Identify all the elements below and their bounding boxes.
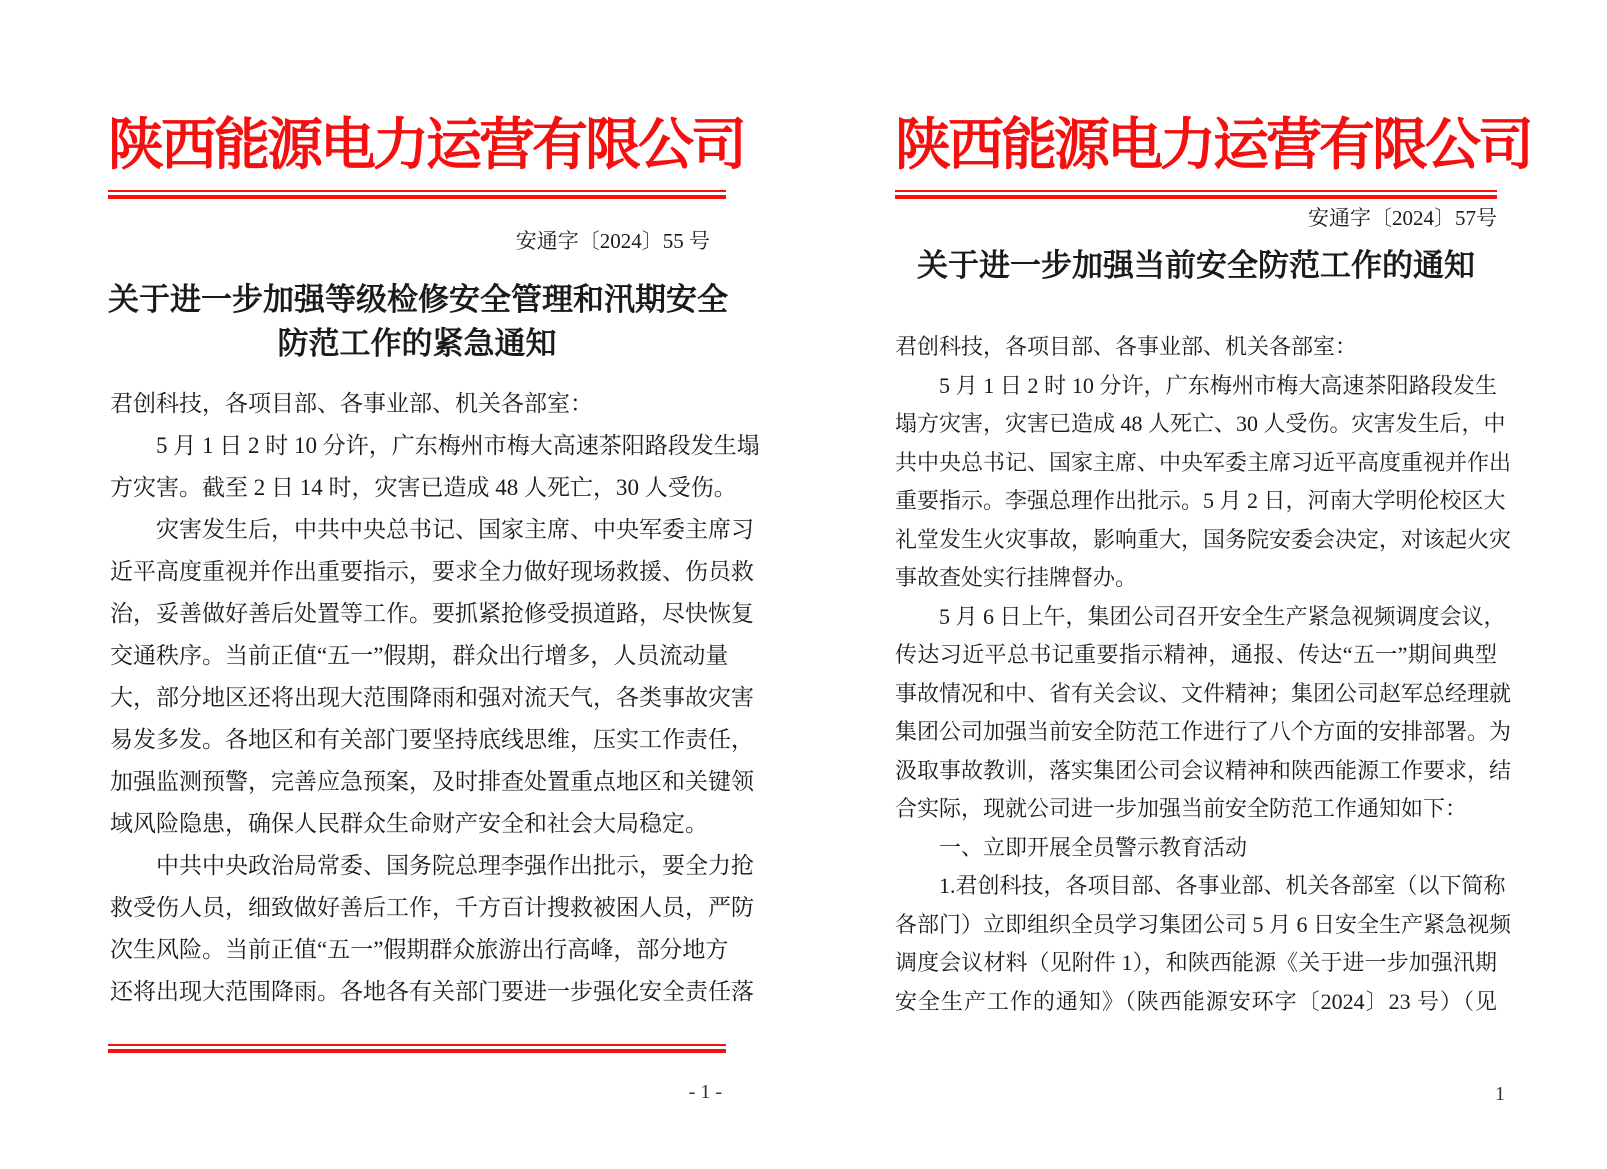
title-line: 关于进一步加强当前安全防范工作的通知 [917, 248, 1475, 283]
body-line: 近平高度重视并作出重要指示，要求全力做好现场救援、伤员救 [110, 559, 754, 584]
body-line: 事故查处实行挂牌督办。 [895, 565, 1138, 590]
body-line: 调度会议材料（见附件 1），和陕西能源《关于进一步加强汛期 [895, 950, 1497, 975]
company-name-header: 陕西能源电力运营有限公司 [895, 115, 1531, 177]
page-number: - 1 - [688, 1081, 722, 1103]
body-line: 事故情况和中、省有关会议、文件精神；集团公司赵军总经理就 [895, 680, 1512, 706]
body-line: 治，妥善做好善后处置等工作。要抓紧抢修受损道路，尽快恢复 [110, 601, 754, 626]
body-line: 塌方灾害，灾害已造成 48 人死亡、30 人受伤。灾害发生后，中 [895, 411, 1506, 436]
body-line: 传达习近平总书记重要指示精神，通报、传达“五一”期间典型 [895, 642, 1497, 667]
red-header-rule [108, 190, 726, 199]
document-number: 安通字〔2024〕57号 [1308, 206, 1497, 230]
title-line: 关于进一步加强等级检修安全管理和汛期安全 [108, 282, 728, 317]
body-line: 还将出现大范围降雨。各地各有关部门要进一步强化安全责任落 [110, 979, 754, 1004]
document-page-right [895, 0, 1531, 1169]
document-body [110, 383, 760, 1013]
body-line: 救受伤人员，细致做好善后工作，千方百计搜救被困人员，严防 [110, 895, 754, 920]
body-line: 礼堂发生火灾事故，影响重大，国务院安委会决定，对该起火灾 [895, 526, 1512, 552]
body-line: 君创科技，各项目部、各事业部、机关各部室： [895, 334, 1358, 359]
body-line: 一、立即开展全员警示教育活动 [939, 834, 1248, 860]
body-line: 集团公司加强当前安全防范工作进行了八个方面的安排部署。为 [895, 719, 1512, 744]
body-line: 1.君创科技，各项目部、各事业部、机关各部室（以下简称 [939, 873, 1506, 898]
body-line: 安全生产工作的通知》（陕西能源安环字〔2024〕23 号）（见 [895, 988, 1497, 1014]
body-line: 汲取事故教训，落实集团公司会议精神和陕西能源工作要求，结 [895, 757, 1512, 783]
title-line: 防范工作的紧急通知 [277, 326, 557, 361]
body-line: 中共中央政治局常委、国务院总理李强作出批示，要全力抢 [156, 853, 754, 878]
body-line: 方灾害。截至 2 日 14 时，灾害已造成 48 人死亡，30 人受伤。 [110, 475, 737, 500]
document-title [108, 278, 726, 366]
red-footer-rule [108, 1044, 726, 1053]
document-body [895, 328, 1512, 1021]
document-title [895, 244, 1497, 288]
body-line: 灾害发生后，中共中央总书记、国家主席、中央军委主席习 [156, 517, 754, 542]
body-line: 大，部分地区还将出现大范围降雨和强对流天气，各类事故灾害 [110, 685, 754, 710]
body-line: 君创科技，各项目部、各事业部、机关各部室： [110, 391, 593, 416]
body-line: 加强监测预警，完善应急预案，及时排查处置重点地区和关键领 [110, 769, 754, 794]
body-line: 5 月 6 日上午，集团公司召开安全生产紧急视频调度会议， [939, 603, 1506, 629]
body-line: 5 月 1 日 2 时 10 分许，广东梅州市梅大高速茶阳路段发生 [939, 372, 1497, 398]
body-line: 5 月 1 日 2 时 10 分许，广东梅州市梅大高速茶阳路段发生塌 [156, 433, 760, 458]
body-line: 次生风险。当前正值“五一”假期群众旅游出行高峰，部分地方 [110, 937, 729, 962]
body-line: 易发多发。各地区和有关部门要坚持底线思维，压实工作责任， [110, 727, 754, 752]
page-number: 1 [1495, 1083, 1505, 1105]
document-page-left [108, 0, 760, 1169]
red-header-rule [895, 190, 1497, 199]
body-line: 域风险隐患，确保人民群众生命财产安全和社会大局稳定。 [110, 811, 708, 836]
body-line: 共中央总书记、国家主席、中央军委主席习近平高度重视并作出 [895, 449, 1512, 475]
document-number: 安通字〔2024〕55 号 [515, 229, 710, 253]
body-line: 合实际，现就公司进一步加强当前安全防范工作通知如下： [895, 796, 1468, 821]
body-line: 重要指示。李强总理作出批示。5 月 2 日，河南大学明伦校区大 [895, 488, 1506, 513]
body-line: 交通秩序。当前正值“五一”假期，群众出行增多，人员流动量 [110, 643, 729, 668]
body-line: 各部门）立即组织全员学习集团公司 5 月 6 日安全生产紧急视频 [895, 911, 1512, 937]
company-name-header: 陕西能源电力运营有限公司 [108, 115, 744, 177]
